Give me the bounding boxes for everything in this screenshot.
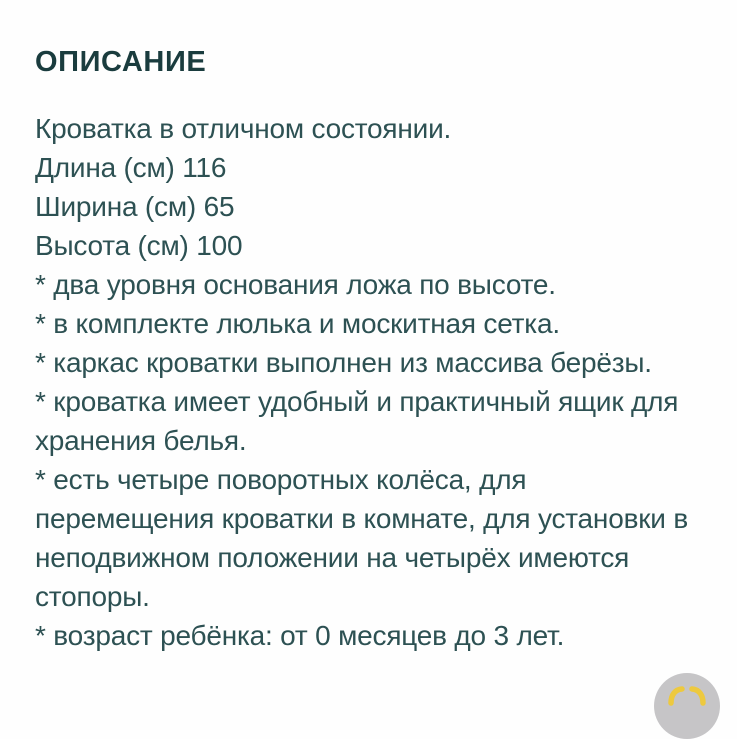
description-line: * кроватка имеет удобный и практичный ящик для хранения белья. bbox=[35, 386, 679, 456]
description-line: * в комплекте люлька и москитная сетка. bbox=[35, 308, 560, 339]
description-line: Кроватка в отличном состоянии. bbox=[35, 113, 452, 144]
description-line-height: Высота (см) 100 bbox=[35, 230, 243, 261]
mascot-face-icon bbox=[654, 673, 720, 739]
description-line-width: Ширина (см) 65 bbox=[35, 191, 235, 222]
floating-mascot-button[interactable] bbox=[654, 673, 720, 739]
description-line-length: Длина (см) 116 bbox=[35, 152, 227, 183]
description-line: * возраст ребёнка: от 0 месяцев до 3 лет. bbox=[35, 620, 565, 651]
description-text bbox=[35, 109, 709, 655]
description-line: * каркас кроватки выполнен из массива берёзы. bbox=[35, 347, 652, 378]
description-line: * есть четыре поворотных колёса, для перемещения кроватки в комнате, для установки в неподвижном положении на четырёх имеются стопоры. bbox=[35, 464, 688, 612]
description-heading: ОПИСАНИЕ bbox=[35, 46, 207, 78]
description-line: * два уровня основания ложа по высоте. bbox=[35, 269, 556, 300]
